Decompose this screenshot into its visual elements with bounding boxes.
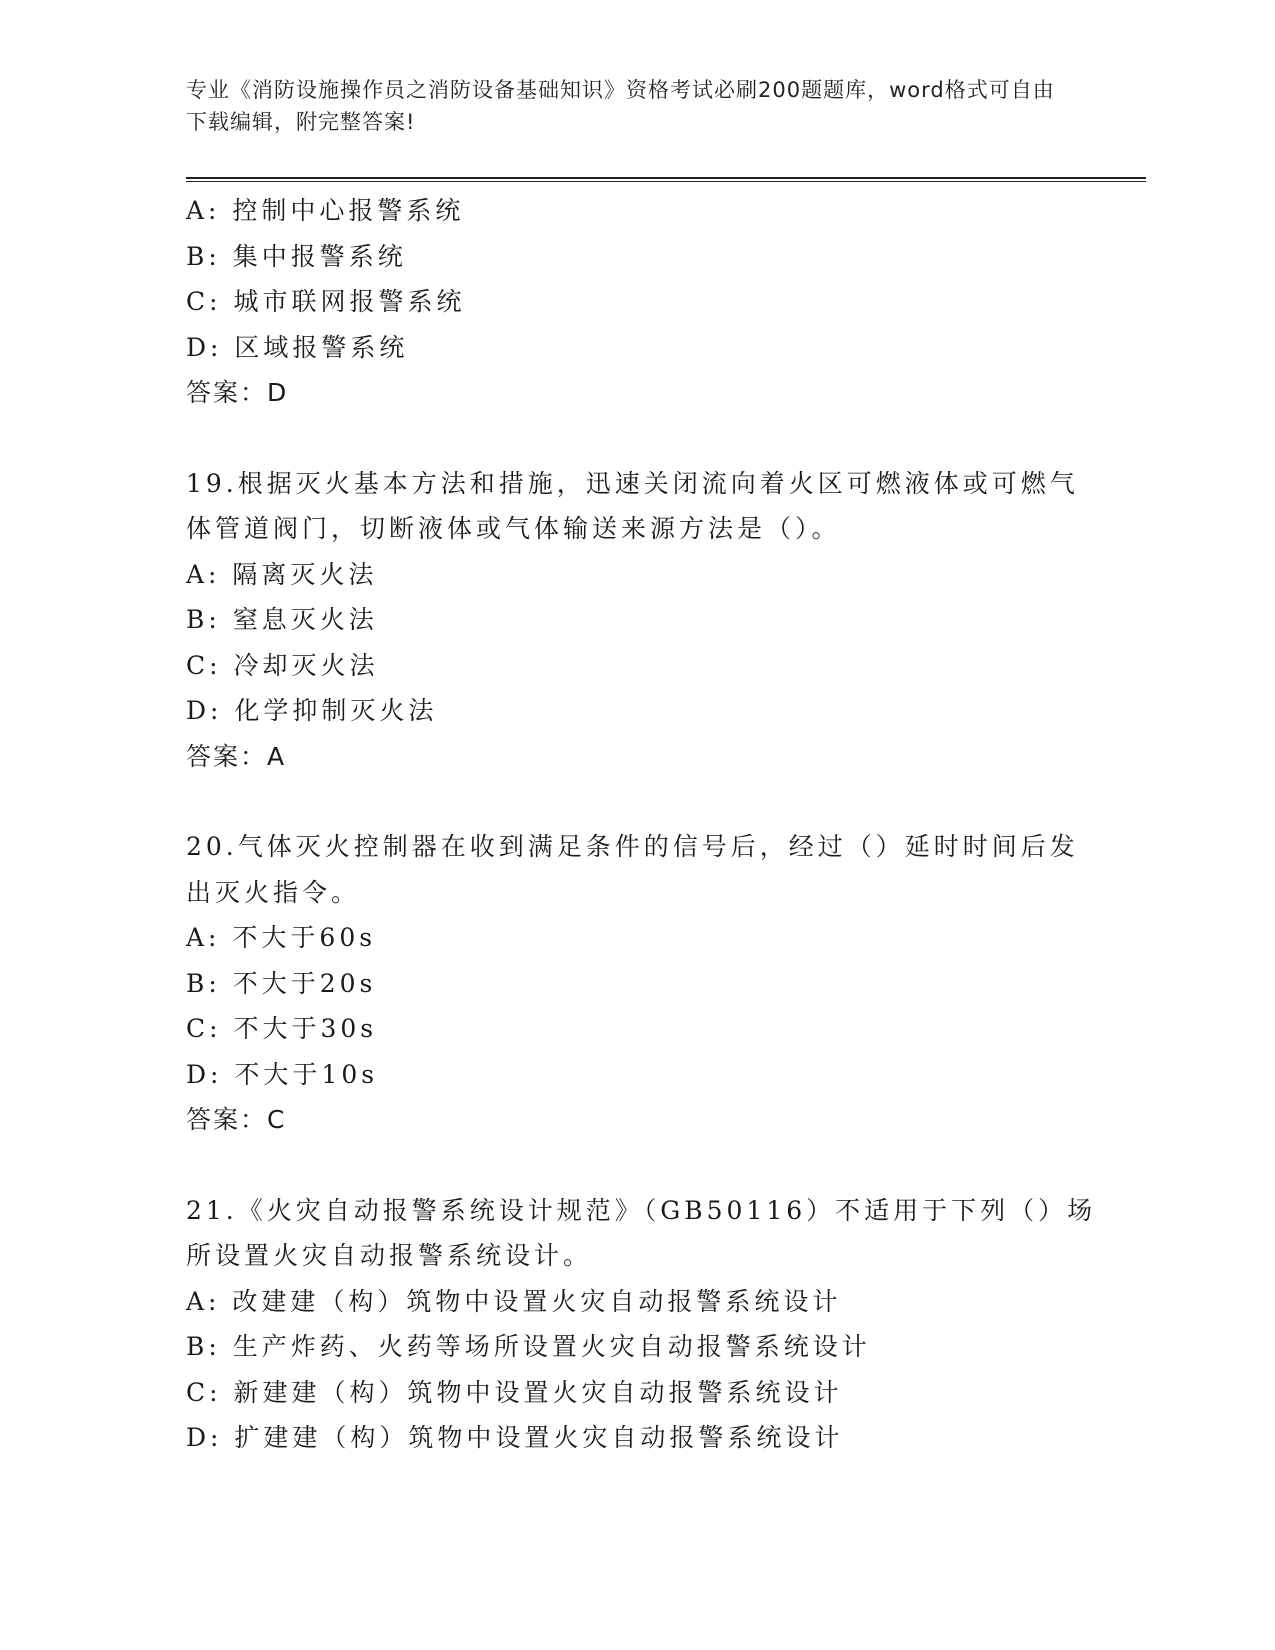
option-a: A: 改建建（构）筑物中设置火灾自动报警系统设计 (186, 1286, 842, 1316)
block-gap (186, 1143, 1086, 1188)
question-block (186, 461, 1086, 780)
answer-line: 答案：D (186, 378, 289, 407)
answer-line: 答案：A (186, 741, 287, 771)
header-divider (186, 177, 1146, 182)
option-d: D: 化学抑制灭火法 (186, 696, 438, 725)
question-block (186, 1188, 1097, 1461)
question-text-line: 出灭火指令。 (186, 877, 361, 907)
option-d: D: 不大于10s (186, 1059, 379, 1089)
question-text-line: 21.《火灾自动报警系统设计规范》（GB50116）不适用于下列（）场 (186, 1195, 1097, 1225)
option-d: D: 区域报警系统 (186, 332, 409, 362)
option-c: C: 不大于30s (186, 1014, 378, 1043)
question-text-line: 体管道阀门，切断液体或气体输送来源方法是（）。 (186, 514, 841, 543)
block-gap (186, 416, 1086, 461)
option-a: A: 隔离灭火法 (186, 559, 378, 589)
question-text-line: 20.气体灭火控制器在收到满足条件的信号后，经过（）延时时间后发 (186, 832, 1079, 861)
option-a: A: 不大于60s (186, 923, 377, 952)
option-c: C: 新建建（构）筑物中设置火灾自动报警系统设计 (186, 1377, 843, 1407)
option-d: D: 扩建建（构）筑物中设置火灾自动报警系统设计 (186, 1423, 844, 1452)
option-b: B: 集中报警系统 (186, 241, 407, 271)
option-c: C: 城市联网报警系统 (186, 287, 466, 316)
option-b: B: 不大于20s (186, 968, 377, 998)
option-a: A: 控制中心报警系统 (186, 196, 465, 225)
question-block (186, 824, 1086, 1143)
option-c: C: 冷却灭火法 (186, 650, 379, 680)
document-header: 专业《消防设施操作员之消防设备基础知识》资格考试必刷200题题库，word格式可自由下载编辑，附完整答案! (186, 78, 1055, 134)
question-text-line: 19.根据灭火基本方法和措施，迅速关闭流向着火区可燃液体或可燃气 (186, 468, 1079, 498)
block-gap (186, 779, 1086, 824)
option-b: B: 生产炸药、火药等场所设置火灾自动报警系统设计 (186, 1332, 871, 1361)
question-block (186, 188, 1086, 416)
answer-line: 答案：C (186, 1105, 287, 1134)
question-list (186, 188, 1097, 1461)
option-b: B: 窒息灭火法 (186, 605, 378, 634)
question-text-line: 所设置火灾自动报警系统设计。 (186, 1241, 593, 1270)
